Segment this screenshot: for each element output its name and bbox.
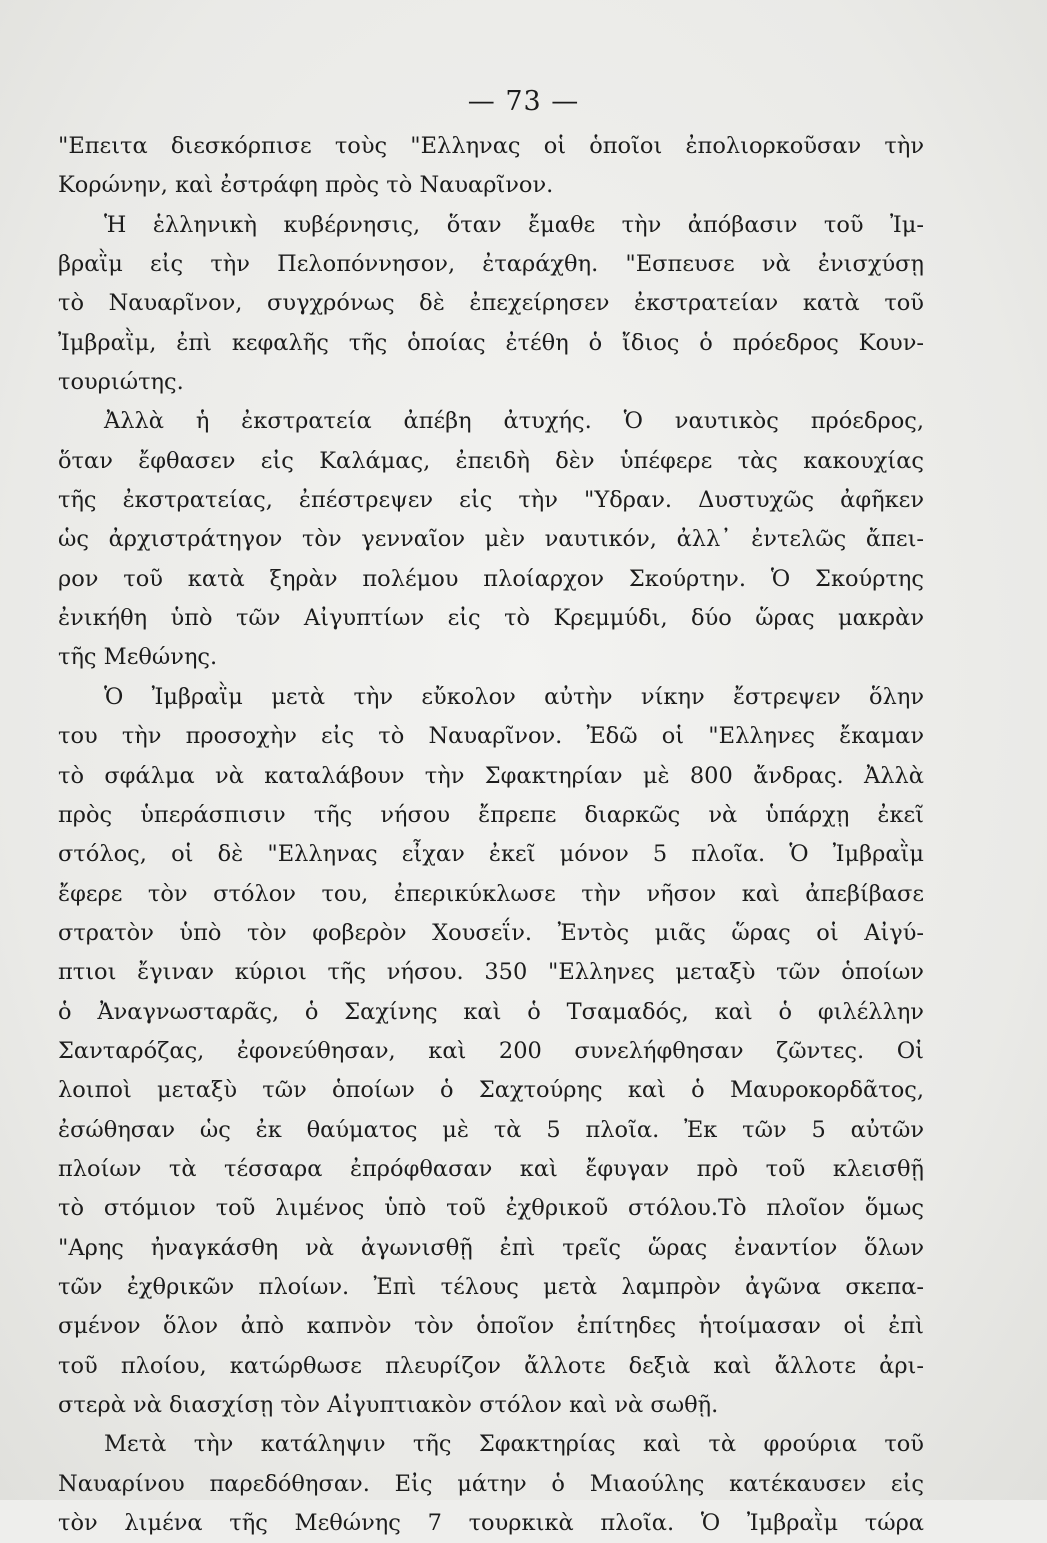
text-line: τὸν λιμένα τῆς Μεθώνης 7 τουρκικὰ πλοῖα. Ὁ Ἰμβραῒμ τώρα [58,1510,924,1537]
text-line: τῶν ἐχθρικῶν πλοίων. Ἐπὶ τέλους μετὰ λαμπρὸν ἀγῶνα σκεπα- [58,1273,924,1300]
text-line: "Αρης ἠναγκάσθη νὰ ἀγωνισθῇ ἐπὶ τρεῖς ὥρας ἐναντίον ὅλων [58,1234,924,1261]
text-line: στόλος, οἱ δὲ "Ελληνας εἶχαν ἐκεῖ μόνον 5 πλοῖα. Ὁ Ἰμβραῒμ [58,841,924,868]
text-line: στρατὸν ὑπὸ τὸν φοβερὸν Χουσεΐν. Ἐντὸς μιᾶς ὥρας οἱ Αἰγύ- [58,919,924,946]
text-line: ἐσώθησαν ὡς ἐκ θαύματος μὲ τὰ 5 πλοῖα. Ἐκ τῶν 5 αὐτῶν [58,1116,924,1143]
text-line: τῆς ἐκστρατείας, ἐπέστρεψεν εἰς τὴν "Υδραν. Δυστυχῶς ἀφῆκεν [58,487,924,514]
page-number: — 73 — [467,86,580,117]
text-line: του τὴν προσοχὴν εἰς τὸ Ναυαρῖνον. Ἐδῶ οἱ "Ελληνες ἔκαμαν [58,723,924,750]
text-line: πρὸς ὑπεράσπισιν τῆς νήσου ἔπρεπε διαρκῶς νὰ ὑπάρχῃ ἐκεῖ [58,801,924,828]
text-line: ὡς ἀρχιστράτηγον τὸν γενναῖον μὲν ναυτικόν, ἀλλ᾽ ἐντελῶς ἄπει- [58,526,924,553]
text-line: Ὁ Ἰμβραῒμ μετὰ τὴν εὔκολον αὐτὴν νίκην ἔστρεψεν ὅλην [104,683,924,710]
text-line: τουριώτης. [58,369,184,396]
text-line: Σανταρόζας, ἐφονεύθησαν, καὶ 200 συνελήφθησαν ζῶντες. Οἱ [58,1037,924,1064]
text-line: "Επειτα διεσκόρπισε τοὺς "Ελληνας οἱ ὁποῖοι ἐπολιορκοῦσαν τὴν [58,133,924,159]
text-line: Ἀλλὰ ἡ ἐκστρατεία ἀπέβη ἀτυχής. Ὁ ναυτικὸς πρόεδρος, [104,408,924,435]
body-text [58,127,924,1543]
text-line: τὸ στόμιον τοῦ λιμένος ὑπὸ τοῦ ἐχθρικοῦ στόλου.Τὸ πλοῖον ὅμως [58,1195,924,1222]
text-line: Ναυαρίνου παρεδόθησαν. Εἰς μάτην ὁ Μιαούλης κατέκαυσεν εἰς [58,1470,924,1497]
text-line: ὅταν ἔφθασεν εἰς Καλάμας, ἐπειδὴ δὲν ὑπέφερε τὰς κακουχίας [58,447,924,474]
text-line: τὸ σφάλμα νὰ καταλάβουν τὴν Σφακτηρίαν μὲ 800 ἄνδρας. Ἀλλὰ [58,762,924,789]
text-line: λοιποὶ μεταξὺ τῶν ὁποίων ὁ Σαχτούρης καὶ ὁ Μαυροκορδᾶτος, [58,1077,924,1104]
text-line: ρον τοῦ κατὰ ξηρὰν πολέμου πλοίαρχον Σκούρτην. Ὁ Σκούρτης [58,565,924,592]
text-line: τὸ Ναυαρῖνον, συγχρόνως δὲ ἐπεχείρησεν ἐκστρατείαν κατὰ τοῦ [58,290,924,317]
text-line: τῆς Μεθώνης. [58,644,218,671]
text-line: βραῒμ εἰς τὴν Πελοπόννησον, ἐταράχθη. "Εσπευσε νὰ ἐνισχύσῃ [58,251,924,278]
text-line: Κορώνην, καὶ ἐστράφη πρὸς τὸ Ναυαρῖνον. [58,172,554,199]
text-line: Ἡ ἑλληνικὴ κυβέρνησις, ὅταν ἔμαθε τὴν ἀπόβασιν τοῦ Ἰμ- [104,211,924,238]
text-line: ὁ Ἀναγνωσταρᾶς, ὁ Σαχίνης καὶ ὁ Τσαμαδός, καὶ ὁ φιλέλλην [58,998,924,1025]
text-line: τοῦ πλοίου, κατώρθωσε πλευρίζον ἄλλοτε δεξιὰ καὶ ἄλλοτε ἀρι- [58,1352,924,1379]
text-line: ἔφερε τὸν στόλον του, ἐπερικύκλωσε τὴν νῆσον καὶ ἀπεβίβασε [58,880,924,907]
text-line: Μετὰ τὴν κατάληψιν τῆς Σφακτηρίας καὶ τὰ φρούρια τοῦ [104,1431,924,1458]
text-line: ἐνικήθη ὑπὸ τῶν Αἰγυπτίων εἰς τὸ Κρεμμύδι, δύο ὥρας μακρὰν [58,605,924,632]
text-line: πτιοι ἔγιναν κύριοι τῆς νήσου. 350 "Ελληνες μεταξὺ τῶν ὁποίων [58,959,924,986]
text-line: Ἰμβραῒμ, ἐπὶ κεφαλῆς τῆς ὁποίας ἐτέθη ὁ ἴδιος ὁ πρόεδρος Κουν- [58,329,924,356]
text-line: στερὰ νὰ διασχίσῃ τὸν Αἰγυπτιακὸν στόλον καὶ νὰ σωθῇ. [58,1392,719,1418]
text-line: σμένον ὅλον ἀπὸ καπνὸν τὸν ὁποῖον ἐπίτηδες ἡτοίμασαν οἱ ἐπὶ [58,1313,924,1340]
text-line: πλοίων τὰ τέσσαρα ἐπρόφθασαν καὶ ἔφυγαν πρὸ τοῦ κλεισθῇ [58,1155,924,1182]
